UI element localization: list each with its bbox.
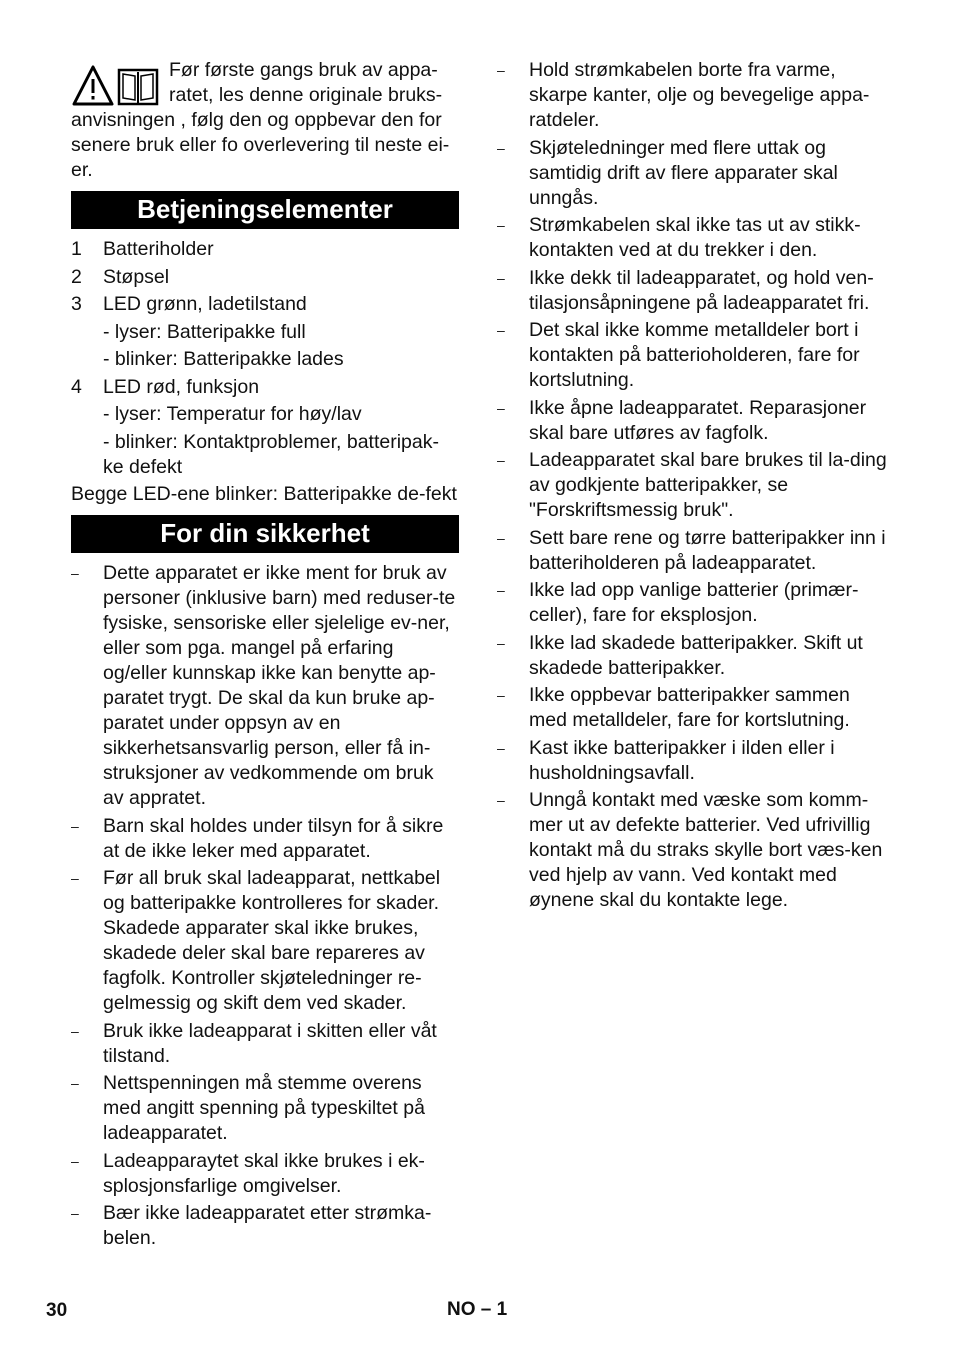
dash-bullet: – — [497, 217, 505, 233]
dash-bullet: – — [71, 1152, 79, 1169]
safety-item-text: Skjøteledninger med flere uttak og samtidig drift av flere apparater skal unngås. — [529, 136, 838, 209]
safety-item-text: Ikke oppbevar batteripakker sammen med metalldeler, fare for kortslutning. — [529, 684, 850, 731]
safety-item — [497, 213, 887, 263]
dash-bullet: – — [497, 634, 505, 651]
safety-item — [497, 683, 887, 733]
safety-item — [497, 318, 887, 393]
dash-bullet: – — [497, 582, 505, 598]
safety-item — [497, 578, 887, 628]
warning-triangle-icon — [74, 67, 112, 104]
item-number: 2 — [71, 265, 82, 288]
safety-item-text: Det skal ikke komme metalldeler bort i kontakten på batterioholderen, fare for kortslutning. — [529, 319, 860, 391]
section-heading-controls: Betjeningselementer — [71, 191, 459, 229]
safety-item-text: Ikke åpne ladeapparatet. Reparasjoner skal bare utføres av fagfolk. — [529, 396, 867, 444]
dash-bullet: – — [497, 399, 505, 416]
item-label: Batteriholder — [103, 238, 214, 260]
safety-item-text: Ladeapparaytet skal ikke brukes i ek-splosjonsfarlige omgivelser. — [103, 1149, 425, 1197]
dash-bullet: – — [497, 529, 505, 546]
safety-item-text: Hold strømkabelen borte fra varme, skarpe kanter, olje og bevegelige appa-ratdeler. — [529, 59, 870, 131]
safety-item — [71, 1149, 459, 1199]
safety-item-text: Bær ikke ladeapparatet etter strømka-belen. — [103, 1202, 432, 1249]
safety-list-right — [497, 58, 887, 913]
item-label: LED rød, funksjon — [103, 375, 260, 398]
item-number: 4 — [71, 375, 82, 398]
safety-item-text: Ikke lad opp vanlige batterier (primær-celler), fare for eksplosjon. — [529, 579, 859, 626]
safety-item — [497, 266, 887, 316]
controls-list — [71, 237, 459, 480]
section-code: NO – 1 — [447, 1299, 508, 1320]
dash-bullet: – — [71, 870, 79, 886]
safety-item — [71, 1071, 459, 1146]
dash-bullet: – — [497, 687, 505, 703]
warning-manual-icons — [71, 64, 161, 108]
left-column — [71, 58, 459, 1254]
controls-item — [71, 375, 459, 400]
safety-item — [497, 58, 887, 133]
page-number: 30 — [46, 1300, 68, 1321]
controls-footer-note: Begge LED-ene blinker: Batteripakke de-fekt — [71, 483, 457, 505]
item-label: LED grønn, ladetilstand — [103, 293, 307, 315]
safety-item — [497, 396, 887, 446]
intro-block — [71, 58, 459, 183]
safety-item-text: Ladeapparatet skal bare brukes til la-ding av godkjente batteripakker, se "Forskriftsmessig bruk". — [529, 449, 887, 521]
dash-bullet: – — [497, 62, 505, 78]
safety-item — [497, 631, 887, 681]
safety-item — [71, 1201, 459, 1251]
dash-bullet: – — [71, 1075, 79, 1091]
safety-item-text: Bruk ikke ladeapparat i skitten eller våt tilstand. — [103, 1019, 437, 1067]
dash-bullet: – — [497, 792, 505, 808]
item-number: 1 — [71, 238, 82, 260]
item-subline: - lyser: Batteripakke full — [103, 320, 306, 343]
safety-item — [497, 448, 887, 523]
item-subline: - blinker: Kontaktproblemer, batteripak-ke defekt — [103, 430, 439, 478]
safety-item-text: Strømkabelen skal ikke tas ut av stikk-kontakten ved at du trekker i den. — [529, 214, 861, 261]
item-label: Støpsel — [103, 265, 170, 288]
controls-item — [71, 265, 459, 290]
safety-item — [71, 814, 459, 864]
item-number: 3 — [71, 293, 82, 315]
dash-bullet: – — [497, 452, 505, 468]
safety-item — [71, 561, 459, 811]
dash-bullet: – — [71, 1205, 79, 1221]
safety-item-text: Før all bruk skal ladeapparat, nettkabel og batteripakke kontrolleres for skader. Skadede apparater skal ikke brukes, skadede deler skal bare repareres av fagfolk. Kontroller skjøteledninger re-gelmessig og skift dem ved skader. — [103, 867, 441, 1014]
safety-list-left — [71, 561, 459, 1251]
safety-item — [71, 866, 459, 1016]
item-subline: - lyser: Temperatur for høy/lav — [103, 403, 362, 425]
dash-bullet: – — [497, 139, 505, 156]
safety-item-text: Sett bare rene og tørre batteripakker inn i batteriholderen på ladeapparatet. — [529, 526, 886, 574]
safety-item — [497, 788, 887, 913]
intro-text: Før første gangs bruk av appa-ratet, les denne originale bruks-anvisningen , følg den og oppbevar den for senere bruk eller fo overlevering til neste ei-er. — [71, 59, 450, 181]
right-column — [497, 58, 887, 916]
safety-item-text: Ikke dekk til ladeapparatet, og hold ven-tilasjonsåpningene på ladeapparatet fri. — [529, 266, 874, 314]
safety-item — [497, 136, 887, 211]
safety-item — [497, 736, 887, 786]
dash-bullet: – — [71, 565, 79, 581]
safety-item-text: Nettspenningen må stemme overens med angitt spenning på typeskiltet på ladeapparatet. — [103, 1072, 425, 1144]
safety-item-text: Ikke lad skadede batteripakker. Skift ut skadede batteripakker. — [529, 631, 863, 679]
safety-item-text: Barn skal holdes under tilsyn for å sikre at de ikke leker med apparatet. — [103, 814, 444, 862]
safety-item-text: Dette apparatet er ikke ment for bruk av personer (inklusive barn) med reduser-te fysiske, sensoriske eller sjelelige ev-ner, eller som pga. mangel på erfaring og/eller kunnskap ikke kan benytte ap-paratet trygt. De skal da kun bruke ap-paratet under oppsyn av en sikkerhetsansvarlig person, eller få in-struksjoner av vedkommende om bruk av appratet. — [103, 562, 456, 809]
safety-item-text: Unngå kontakt med væske som komm-mer ut av defekte batterier. Ved ufrivillig kontakt må du straks skylle bort væs-ken ved hjelp av vann. Ved kontakt med øynene skal du kontakte lege. — [529, 789, 883, 911]
item-subline: - blinker: Batteripakke lades — [103, 348, 344, 370]
dash-bullet: – — [497, 269, 505, 286]
dash-bullet: – — [71, 1022, 79, 1039]
manual-book-icon — [119, 70, 157, 104]
safety-item-text: Kast ikke batteripakker i ilden eller i husholdningsavfall. — [529, 736, 835, 784]
section-heading-safety: For din sikkerhet — [71, 515, 459, 553]
dash-bullet: – — [71, 817, 79, 834]
dash-bullet: – — [497, 739, 505, 756]
controls-item — [71, 292, 459, 317]
safety-item — [71, 1019, 459, 1069]
controls-item — [71, 237, 459, 262]
dash-bullet: – — [497, 322, 505, 338]
safety-item — [497, 526, 887, 576]
